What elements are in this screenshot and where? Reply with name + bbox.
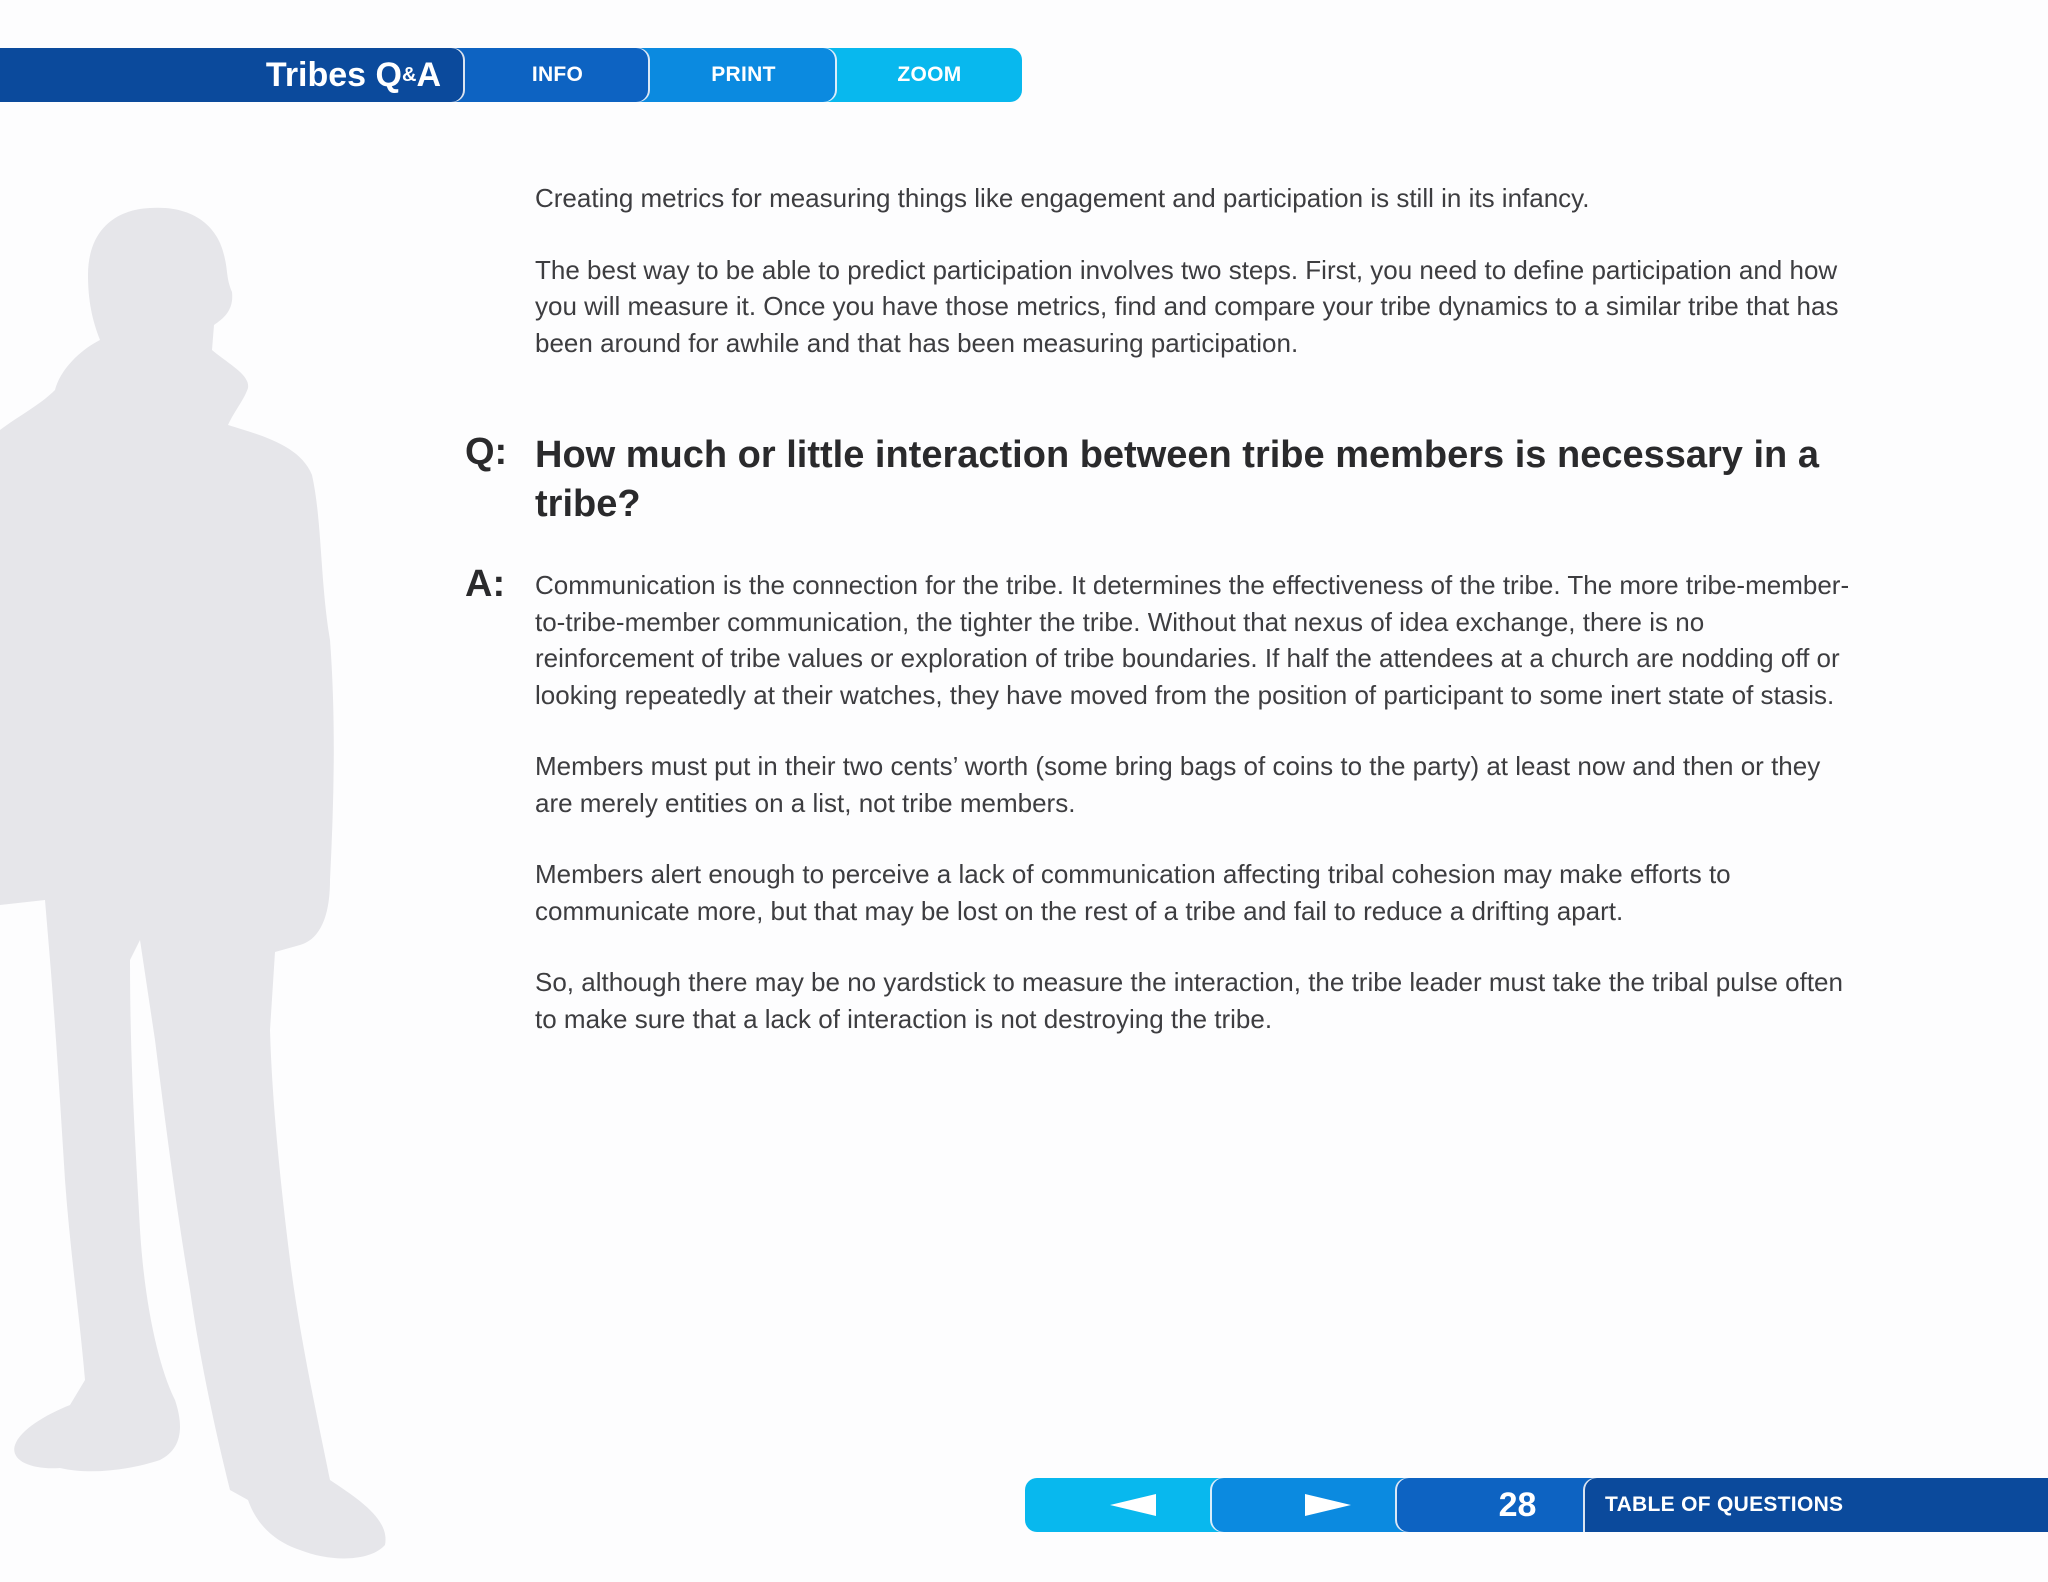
answer-label: A:: [465, 563, 506, 605]
question-block: [465, 431, 1865, 529]
next-page-button[interactable]: [1210, 1478, 1425, 1532]
table-of-questions-label: TABLE OF QUESTIONS: [1605, 1493, 1844, 1516]
bottom-nav: [1025, 1478, 2048, 1532]
info-button-label: INFO: [531, 63, 584, 86]
arrow-right-icon: [1305, 1494, 1351, 1516]
intro-paragraph: The best way to be able to predict participation involves two steps. First, you need to define participation and how you will measure it. Once you have those metrics, find and compare your tribe dynamics to a similar tribe that has been around for awhile and that has been measuring participation.: [535, 254, 1839, 358]
brand-end: A: [416, 55, 441, 94]
print-button-label: PRINT: [711, 63, 776, 86]
answer-paragraph: Communication is the connection for the tribe. It determines the effectiveness of the tribe. The more tribe-member-to-tribe-member communication, the tighter the tribe. Without that nexus of idea exchange, there is no reinforcement of tribe values or exploration of tribe boundaries. If half the attendees at a church are nodding off or looking repeatedly at their watches, they have moved from the position of participant to some inert state of stasis.: [535, 570, 1850, 710]
answer-block: [465, 563, 1865, 1037]
top-nav: [0, 48, 1025, 102]
info-button[interactable]: [440, 48, 650, 102]
answer-paragraph: Members alert enough to perceive a lack of communication affecting tribal cohesion may make efforts to communicate more, but that may be lost on the rest of a tribe and fail to reduce a drifting apart.: [535, 859, 1731, 926]
print-button[interactable]: [625, 48, 837, 102]
question-label: Q:: [465, 431, 508, 473]
table-of-questions-button[interactable]: [1583, 1478, 2048, 1532]
zoom-button-label: ZOOM: [897, 63, 962, 86]
main-content: [465, 180, 1865, 1072]
arrow-left-icon: [1110, 1494, 1156, 1516]
zoom-button[interactable]: [812, 48, 1022, 102]
answer-paragraph: So, although there may be no yardstick to measure the interaction, the tribe leader must take the tribal pulse often to make sure that a lack of interaction is not destroying the tribe.: [535, 967, 1843, 1034]
page-number: [1395, 1478, 1610, 1532]
previous-page-button[interactable]: [1025, 1478, 1240, 1532]
answer-paragraph: Members must put in their two cents’ worth (some bring bags of coins to the party) at least now and then or they are merely entities on a list, not tribe members.: [535, 751, 1821, 818]
question-text: How much or little interaction between tribe members is necessary in a tribe?: [535, 434, 1819, 525]
brand-main: Tribes Q: [265, 55, 402, 94]
person-silhouette: [0, 200, 400, 1565]
brand-ampersand: &: [401, 63, 417, 86]
intro-paragraph: Creating metrics for measuring things like engagement and participation is still in its infancy.: [535, 183, 1590, 213]
brand-title: [0, 48, 465, 102]
page-number-value: 28: [1498, 1485, 1537, 1524]
